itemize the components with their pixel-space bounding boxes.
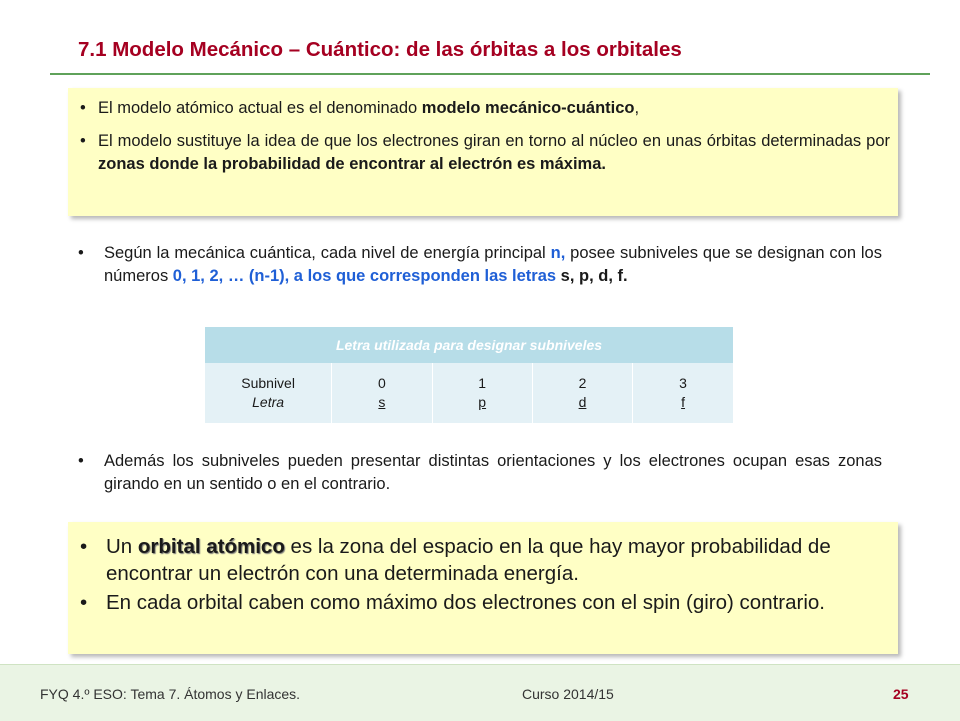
- orbital-bullet-1-text: es la zona del espacio en la que hay mayor probabilidad de encontrar un electrón con una determinada energía.: [106, 535, 831, 585]
- orbital-bullet-1-start: Un: [106, 535, 138, 558]
- cell-letter: s: [378, 394, 386, 410]
- bullet-marker: •: [78, 452, 84, 470]
- page-number: 25: [893, 686, 909, 702]
- subshell-letters: s, p, d, f.: [556, 267, 628, 285]
- table-row-label: [205, 363, 332, 423]
- table-cell: [332, 363, 432, 423]
- cell-number: 2: [578, 375, 587, 391]
- cell-number: 0: [377, 375, 386, 391]
- intro-bullet-1-text: El modelo atómico actual es el denominado: [98, 99, 422, 117]
- orientation-text: Además los subniveles pueden presentar distintas orientaciones y los electrones ocupan esas zonas girando en un sentido o en el contrario.: [104, 452, 882, 493]
- footer-school-year: Curso 2014/15: [522, 686, 614, 702]
- row-label-subnivel: Subnivel: [241, 375, 295, 391]
- cell-number: 1: [478, 375, 487, 391]
- orbital-term: orbital atómico: [137, 535, 285, 558]
- footer-course-topic: FYQ 4.º ESO: Tema 7. Átomos y Enlaces.: [40, 686, 301, 702]
- intro-bullet-1: [68, 97, 898, 120]
- slide-title: 7.1 Modelo Mecánico – Cuántico: de las órbitas a los orbitales: [78, 38, 682, 61]
- table-cell: [633, 363, 733, 423]
- cell-letter: f: [681, 394, 686, 410]
- intro-bullet-1-end: ,: [634, 99, 640, 117]
- orbital-bullet-list: [68, 533, 898, 616]
- subshell-text-2: posee subniveles que se designan con los números: [104, 244, 882, 285]
- intro-bullet-1-emphasis: modelo mecánico-cuántico: [421, 99, 635, 117]
- intro-bullet-list: [68, 97, 898, 176]
- orbital-bullet-2-text: En cada orbital caben como máximo dos electrones con el spin (giro) contrario.: [106, 591, 825, 614]
- bullet-marker: •: [78, 244, 84, 262]
- title-divider: [50, 73, 930, 75]
- orbital-bullet-1: [68, 533, 898, 587]
- subshell-n: n,: [550, 244, 566, 262]
- subshell-text-1: Según la mecánica cuántica, cada nivel de energía principal: [104, 244, 551, 262]
- intro-bullet-2: [68, 130, 898, 176]
- cell-letter: p: [478, 394, 487, 410]
- subshell-table: [205, 327, 733, 423]
- cell-letter: d: [578, 394, 587, 410]
- table-cell: [432, 363, 532, 423]
- orbital-bullet-2: [68, 589, 898, 616]
- orientation-paragraph: [78, 450, 882, 496]
- table-cell: [532, 363, 632, 423]
- subshell-paragraph: [78, 242, 882, 288]
- row-label-letra: Letra: [252, 394, 285, 410]
- cell-number: 3: [679, 375, 687, 391]
- table-header: Letra utilizada para designar subniveles: [205, 327, 733, 363]
- intro-bullet-2-emphasis: zonas donde la probabilidad de encontrar al electrón es máxima.: [98, 155, 606, 173]
- intro-bullet-2-text: El modelo sustituye la idea de que los electrones giran en torno al núcleo en unas órbitas determinadas por: [98, 132, 890, 150]
- subshell-numbers: 0, 1, 2, … (n-1), a los que corresponden las letras: [172, 267, 557, 285]
